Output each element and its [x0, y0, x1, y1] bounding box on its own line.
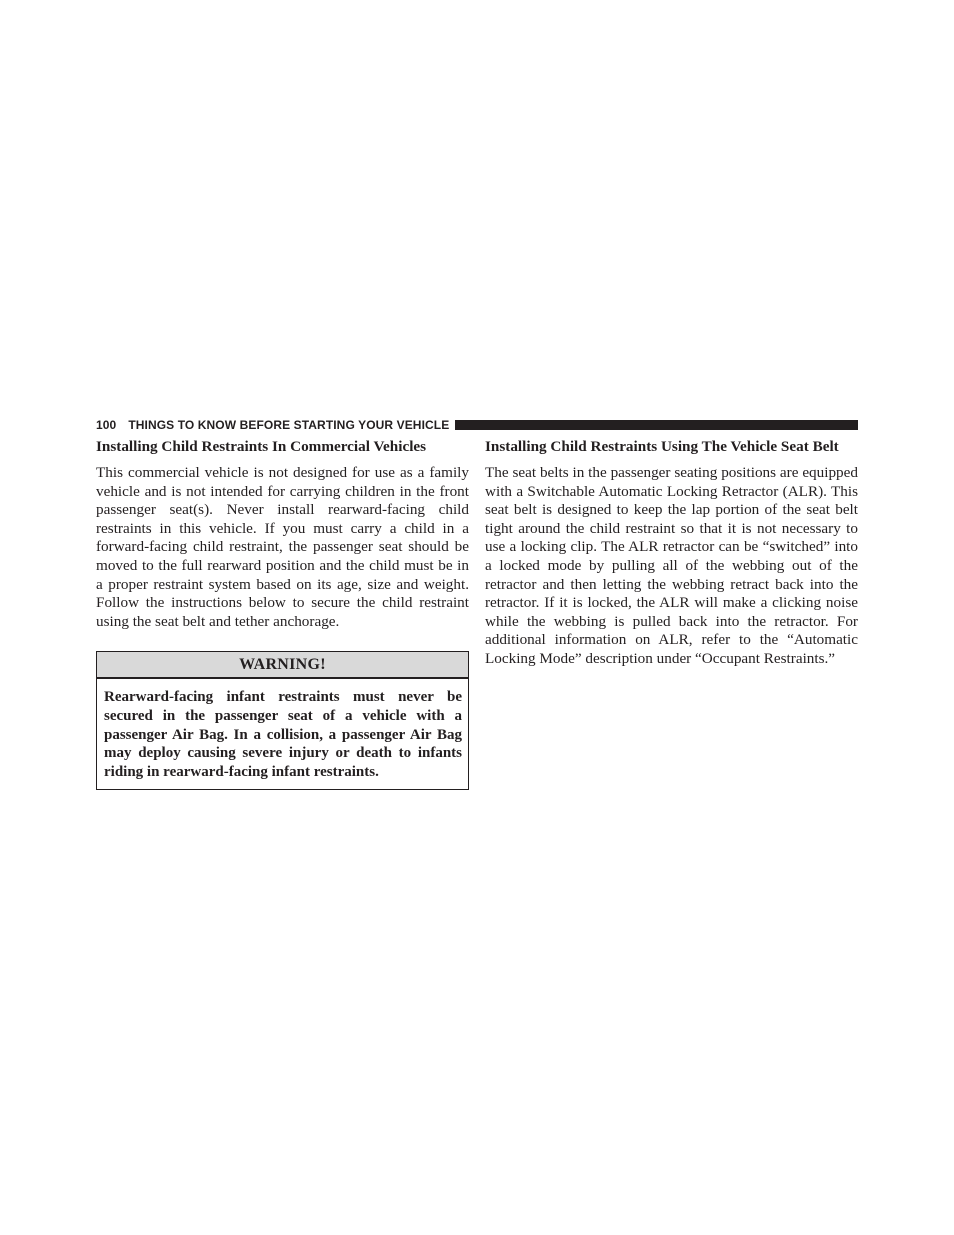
warning-box [96, 651, 469, 790]
page-number: 100 [96, 418, 117, 432]
right-heading: Installing Child Restraints Using The Vehicle Seat Belt [485, 438, 839, 455]
right-column [485, 437, 858, 669]
page-header [96, 416, 858, 434]
right-paragraph: The seat belts in the passenger seating positions are equipped with a Switchable Automatic Locking Retractor (ALR). This seat belt is designed to keep the lap portion of the seat belt tight around the child restraint so that it is not necessary to use a locking clip. The ALR retractor can be “switched” into a locked mode by pulling all of the webbing out of the retractor and then letting the webbing retract back into the retractor. If it is locked, the ALR will make a clicking noise while the webbing is pulled back into the retractor. For additional information on ALR, refer to the “Automatic Locking Mode” description under “Occupant Restraints.” [485, 464, 858, 667]
section-title: THINGS TO KNOW BEFORE STARTING YOUR VEHICLE [128, 418, 450, 432]
left-heading: Installing Child Restraints In Commercial Vehicles [96, 438, 427, 455]
header-rule [455, 420, 858, 430]
warning-text: Rearward-facing infant restraints must never be secured in the passenger seat of a vehicle with a passenger Air Bag. In a collision, a passenger Air Bag may deploy causing severe injury or death to infants riding in rearward-facing infant restraints. [104, 689, 462, 780]
left-paragraph: This commercial vehicle is not designed for use as a family vehicle and is not intended for carrying children in the front passenger seat(s). Never install rearward-facing child restraints in this vehicle. If you must carry a child in a forward-facing child restraint, the passenger seat should be moved to the full rearward position and the child must be in a proper restraint system based on its age, size and weight. Follow the instructions below to secure the child restraint using the seat belt and tether anchorage. [96, 464, 469, 630]
warning-title: WARNING! [97, 652, 468, 679]
left-column [96, 437, 469, 790]
